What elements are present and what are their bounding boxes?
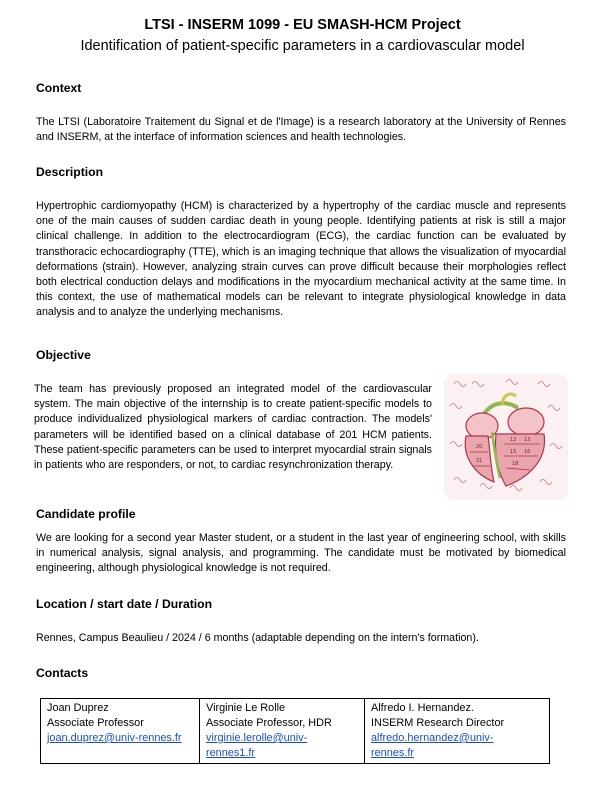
- svg-text:16: 16: [524, 449, 531, 455]
- candidate-profile-text: We are looking for a second year Master student, or a student in the last year of engineering school, with skills in numerical analysis, signal analysis, and programming. The candidate must be motivated by biomedical engineering, although physiological knowledge is not required.: [36, 532, 566, 575]
- context-heading: Context: [36, 81, 82, 95]
- contact-name: Alfredo I. Hernandez.: [371, 702, 474, 714]
- svg-text:13: 13: [524, 437, 531, 443]
- contact-role: Associate Professor, HDR: [206, 717, 332, 729]
- svg-text:12: 12: [510, 437, 517, 443]
- svg-text:15: 15: [510, 449, 517, 455]
- location-heading: Location / start date / Duration: [36, 597, 213, 611]
- page-title: LTSI - INSERM 1099 - EU SMASH-HCM Project: [144, 17, 461, 33]
- contact-cell: [200, 699, 365, 764]
- contact-role: INSERM Research Director: [371, 717, 505, 729]
- contact-email-link[interactable]: alfredo.hernandez@univ- rennes.fr: [371, 732, 494, 759]
- contact-email-link[interactable]: joan.duprez@univ-rennes.fr: [47, 732, 182, 744]
- contact-cell: [41, 699, 200, 764]
- context-text: The LTSI (Laboratoire Traitement du Signal et de l'Image) is a research laboratory at the University of Rennes and INSERM, at the interface of information sciences and health technologies.: [36, 116, 566, 144]
- contacts-heading: Contacts: [36, 666, 89, 680]
- objective-heading: Objective: [36, 348, 91, 362]
- svg-text:18: 18: [512, 461, 519, 467]
- contact-cell: [365, 699, 550, 764]
- contact-email-link[interactable]: virginie.lerolle@univ- rennes1.fr: [206, 732, 308, 759]
- contact-name: Joan Duprez: [47, 702, 109, 714]
- location-text: Rennes, Campus Beaulieu / 2024 / 6 months (adaptable depending on the intern's formation).: [36, 632, 479, 644]
- description-heading: Description: [36, 165, 104, 179]
- contacts-table: [40, 698, 550, 764]
- description-text: Hypertrophic cardiomyopathy (HCM) is characterized by a hypertrophy of the cardiac muscle and represents one of the main causes of sudden cardiac death in young people. Identifying patients at risk is still a major clinical challenge. In addition to the electrocardiogram (ECG), the cardiac function can be evaluated by transthoracic echocardiography (TTE), which is an imaging technique that allows the visualization of myocardial deformations (strain). However, analyzing strain curves can prove difficult because their morphologies reflect both electrical conduction delays and modifications in the myocardium mechanical activity at the same time. In this context, the use of mathematical models can be relevant to integrate physiological knowledge in data analysis and to analyze the underlying mechanisms.: [36, 200, 566, 319]
- contact-role: Associate Professor: [47, 717, 144, 729]
- heart-model-diagram-icon: [444, 374, 568, 500]
- contacts-row: [41, 699, 550, 764]
- svg-text:21: 21: [476, 458, 483, 464]
- contact-name: Virginie Le Rolle: [206, 702, 286, 714]
- objective-text: The team has previously proposed an integrated model of the cardiovascular system. The main objective of the internship is to create patient-specific models to produce individualized physiological markers of cardiac contraction. The models' parameters will be identified based on a clinical database of 201 HCM patients. These patient-specific parameters can be used to interpret myocardial strain signals in patients who are responders, or not, to cardiac resynchronization therapy.: [34, 383, 432, 472]
- page-subtitle: Identification of patient-specific parameters in a cardiovascular model: [80, 38, 525, 54]
- svg-text:20: 20: [476, 444, 483, 450]
- candidate-profile-heading: Candidate profile: [36, 507, 136, 521]
